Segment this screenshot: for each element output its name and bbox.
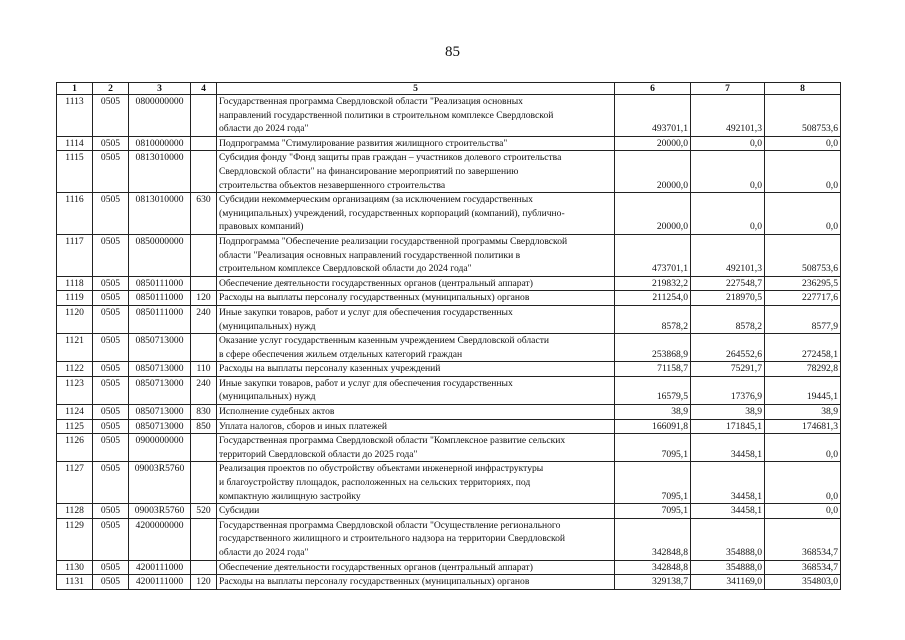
amount-year1-cell: 253868,9 bbox=[615, 334, 691, 362]
target-article-cell: 0800000000 bbox=[129, 95, 191, 137]
section-code-cell: 0505 bbox=[93, 136, 129, 151]
row-number-cell: 1122 bbox=[57, 362, 93, 377]
amount-year1-cell: 38,9 bbox=[615, 405, 691, 420]
table-row bbox=[57, 234, 841, 276]
table-row bbox=[57, 376, 841, 404]
amount-year3-cell: 272458,1 bbox=[765, 334, 841, 362]
row-number-cell: 1113 bbox=[57, 95, 93, 137]
amount-year3-cell: 8577,9 bbox=[765, 305, 841, 333]
amount-year3-cell: 368534,7 bbox=[765, 560, 841, 575]
row-number-cell: 1125 bbox=[57, 419, 93, 434]
amount-year2-cell: 0,0 bbox=[691, 151, 765, 193]
amount-year3-cell: 368534,7 bbox=[765, 518, 841, 560]
row-number-cell: 1131 bbox=[57, 575, 93, 590]
description-line: Государственная программа Свердловской области "Комплексное развитие сельских bbox=[219, 435, 566, 447]
expense-type-cell bbox=[191, 462, 217, 504]
header-cell: 5 bbox=[217, 83, 615, 95]
target-article-cell: 0850000000 bbox=[129, 234, 191, 276]
target-article-cell: 0850713000 bbox=[129, 362, 191, 377]
description-line: Уплата налогов, сборов и иных платежей bbox=[219, 420, 388, 432]
target-article-cell: 0850111000 bbox=[129, 291, 191, 306]
amount-year2-cell: 0,0 bbox=[691, 193, 765, 235]
description-line: (муниципальных) нужд bbox=[219, 391, 316, 403]
description-line: Расходы на выплаты персоналу казенных учреждений bbox=[219, 363, 441, 375]
description-line: Иные закупки товаров, работ и услуг для обеспечения государственных bbox=[219, 306, 513, 318]
amount-year3-cell: 354803,0 bbox=[765, 575, 841, 590]
expense-type-cell: 520 bbox=[191, 504, 217, 519]
section-code-cell: 0505 bbox=[93, 504, 129, 519]
description-cell bbox=[217, 362, 615, 377]
amount-year3-cell: 508753,6 bbox=[765, 234, 841, 276]
amount-year2-cell: 34458,1 bbox=[691, 504, 765, 519]
amount-year3-cell: 174681,3 bbox=[765, 419, 841, 434]
description-line: (муниципальных) учреждений, государственных корпораций (компаний), публично- bbox=[219, 207, 565, 219]
row-number-cell: 1116 bbox=[57, 193, 93, 235]
description-line: строительном комплексе Свердловской области до 2024 года" bbox=[219, 263, 472, 275]
description-line: Реализация проектов по обустройству объектами инженерной инфраструктуры bbox=[219, 463, 544, 475]
table-row bbox=[57, 334, 841, 362]
table-row bbox=[57, 419, 841, 434]
target-article-cell: 0850713000 bbox=[129, 419, 191, 434]
amount-year3-cell: 508753,6 bbox=[765, 95, 841, 137]
amount-year2-cell: 218970,5 bbox=[691, 291, 765, 306]
section-code-cell: 0505 bbox=[93, 151, 129, 193]
expense-type-cell bbox=[191, 334, 217, 362]
amount-year3-cell: 0,0 bbox=[765, 136, 841, 151]
description-line: Субсидии bbox=[219, 505, 260, 517]
amount-year2-cell: 354888,0 bbox=[691, 560, 765, 575]
section-code-cell: 0505 bbox=[93, 362, 129, 377]
description-line: области до 2024 года" bbox=[219, 547, 309, 558]
description-line: Свердловской области" на финансирование мероприятий по завершению bbox=[219, 165, 519, 177]
header-cell: 3 bbox=[129, 83, 191, 95]
target-article-cell: 0850713000 bbox=[129, 405, 191, 420]
amount-year2-cell: 34458,1 bbox=[691, 462, 765, 504]
amount-year1-cell: 342848,8 bbox=[615, 518, 691, 560]
target-article-cell: 09003R5760 bbox=[129, 504, 191, 519]
row-number-cell: 1120 bbox=[57, 305, 93, 333]
description-line: строительства объектов незавершенного строительства bbox=[219, 179, 446, 191]
description-line: территорий Свердловской области до 2025 года" bbox=[219, 448, 418, 460]
amount-year1-cell: 8578,2 bbox=[615, 305, 691, 333]
table-row bbox=[57, 434, 841, 462]
section-code-cell: 0505 bbox=[93, 376, 129, 404]
section-code-cell: 0505 bbox=[93, 95, 129, 137]
section-code-cell: 0505 bbox=[93, 305, 129, 333]
description-cell bbox=[217, 575, 615, 590]
description-cell bbox=[217, 405, 615, 420]
row-number-cell: 1130 bbox=[57, 560, 93, 575]
expense-type-cell bbox=[191, 434, 217, 462]
expense-type-cell: 120 bbox=[191, 575, 217, 590]
description-cell bbox=[217, 291, 615, 306]
amount-year2-cell: 17376,9 bbox=[691, 376, 765, 404]
expense-type-cell: 240 bbox=[191, 305, 217, 333]
description-cell bbox=[217, 504, 615, 519]
description-line: Исполнение судебных актов bbox=[219, 406, 335, 418]
target-article-cell: 4200111000 bbox=[129, 575, 191, 590]
section-code-cell: 0505 bbox=[93, 405, 129, 420]
expense-type-cell bbox=[191, 136, 217, 151]
description-line: Подпрограмма "Стимулирование развития жилищного строительства" bbox=[219, 137, 508, 149]
amount-year2-cell: 38,9 bbox=[691, 405, 765, 420]
section-code-cell: 0505 bbox=[93, 560, 129, 575]
description-line: правовых компаний) bbox=[219, 221, 304, 233]
amount-year1-cell: 329138,7 bbox=[615, 575, 691, 590]
description-cell bbox=[217, 462, 615, 504]
row-number-cell: 1115 bbox=[57, 151, 93, 193]
expense-type-cell: 120 bbox=[191, 291, 217, 306]
table-row bbox=[57, 518, 841, 560]
section-code-cell: 0505 bbox=[93, 291, 129, 306]
header-row bbox=[57, 83, 841, 95]
amount-year1-cell: 342848,8 bbox=[615, 560, 691, 575]
row-number-cell: 1121 bbox=[57, 334, 93, 362]
table-row bbox=[57, 305, 841, 333]
description-cell bbox=[217, 419, 615, 434]
amount-year3-cell: 38,9 bbox=[765, 405, 841, 420]
table-row bbox=[57, 362, 841, 377]
description-line: Расходы на выплаты персоналу государственных (муниципальных) органов bbox=[219, 576, 530, 588]
section-code-cell: 0505 bbox=[93, 462, 129, 504]
description-line: компактную жилищную застройку bbox=[219, 490, 361, 502]
row-number-cell: 1118 bbox=[57, 276, 93, 291]
amount-year1-cell: 7095,1 bbox=[615, 434, 691, 462]
amount-year1-cell: 219832,2 bbox=[615, 276, 691, 291]
row-number-cell: 1123 bbox=[57, 376, 93, 404]
amount-year3-cell: 0,0 bbox=[765, 504, 841, 519]
expense-type-cell: 110 bbox=[191, 362, 217, 377]
description-line: направлений государственной политики в строительном комплексе Свердловской bbox=[219, 109, 554, 121]
amount-year2-cell: 264552,6 bbox=[691, 334, 765, 362]
expense-type-cell bbox=[191, 234, 217, 276]
table-row bbox=[57, 560, 841, 575]
amount-year2-cell: 492101,3 bbox=[691, 234, 765, 276]
target-article-cell: 0813010000 bbox=[129, 151, 191, 193]
amount-year3-cell: 0,0 bbox=[765, 434, 841, 462]
amount-year3-cell: 0,0 bbox=[765, 462, 841, 504]
row-number-cell: 1129 bbox=[57, 518, 93, 560]
section-code-cell: 0505 bbox=[93, 234, 129, 276]
amount-year1-cell: 166091,8 bbox=[615, 419, 691, 434]
description-cell bbox=[217, 334, 615, 362]
table-body bbox=[57, 95, 841, 590]
expense-type-cell bbox=[191, 560, 217, 575]
description-cell bbox=[217, 518, 615, 560]
target-article-cell: 0850713000 bbox=[129, 334, 191, 362]
target-article-cell: 09003R5760 bbox=[129, 462, 191, 504]
amount-year2-cell: 0,0 bbox=[691, 136, 765, 151]
budget-table bbox=[56, 82, 841, 590]
amount-year3-cell: 236295,5 bbox=[765, 276, 841, 291]
target-article-cell: 0810000000 bbox=[129, 136, 191, 151]
section-code-cell: 0505 bbox=[93, 434, 129, 462]
header-cell: 7 bbox=[691, 83, 765, 95]
amount-year1-cell: 7095,1 bbox=[615, 462, 691, 504]
expense-type-cell bbox=[191, 518, 217, 560]
description-cell bbox=[217, 193, 615, 235]
amount-year2-cell: 171845,1 bbox=[691, 419, 765, 434]
row-number-cell: 1124 bbox=[57, 405, 93, 420]
description-line: области "Реализация основных направлений государственной политики в bbox=[219, 249, 521, 261]
description-cell bbox=[217, 376, 615, 404]
target-article-cell: 0813010000 bbox=[129, 193, 191, 235]
amount-year2-cell: 492101,3 bbox=[691, 95, 765, 137]
header-cell: 6 bbox=[615, 83, 691, 95]
expense-type-cell: 240 bbox=[191, 376, 217, 404]
target-article-cell: 4200111000 bbox=[129, 560, 191, 575]
row-number-cell: 1119 bbox=[57, 291, 93, 306]
amount-year1-cell: 20000,0 bbox=[615, 136, 691, 151]
target-article-cell: 0850713000 bbox=[129, 376, 191, 404]
target-article-cell: 0850111000 bbox=[129, 276, 191, 291]
table-row bbox=[57, 405, 841, 420]
description-cell bbox=[217, 276, 615, 291]
section-code-cell: 0505 bbox=[93, 193, 129, 235]
description-cell bbox=[217, 95, 615, 137]
description-line: Расходы на выплаты персоналу государственных (муниципальных) органов bbox=[219, 292, 530, 304]
amount-year3-cell: 78292,8 bbox=[765, 362, 841, 377]
amount-year2-cell: 8578,2 bbox=[691, 305, 765, 333]
description-line: и благоустройству площадок, расположенных на сельских территориях, под bbox=[219, 477, 531, 489]
amount-year1-cell: 211254,0 bbox=[615, 291, 691, 306]
description-line: (муниципальных) нужд bbox=[219, 320, 316, 332]
row-number-cell: 1114 bbox=[57, 136, 93, 151]
section-code-cell: 0505 bbox=[93, 575, 129, 590]
page-number: 85 bbox=[445, 44, 460, 60]
description-line: Оказание услуг государственным казенным учреждением Свердловской области bbox=[219, 335, 550, 347]
amount-year3-cell: 0,0 bbox=[765, 151, 841, 193]
description-line: Иные закупки товаров, работ и услуг для обеспечения государственных bbox=[219, 377, 513, 389]
header-cell: 1 bbox=[57, 83, 93, 95]
header-cell: 8 bbox=[765, 83, 841, 95]
table-row bbox=[57, 193, 841, 235]
row-number-cell: 1127 bbox=[57, 462, 93, 504]
target-article-cell: 0900000000 bbox=[129, 434, 191, 462]
description-cell bbox=[217, 136, 615, 151]
amount-year2-cell: 227548,7 bbox=[691, 276, 765, 291]
table-row bbox=[57, 462, 841, 504]
section-code-cell: 0505 bbox=[93, 518, 129, 560]
expense-type-cell: 830 bbox=[191, 405, 217, 420]
description-line: государственного жилищного и строительного надзора на территории Свердловской bbox=[219, 533, 566, 545]
expense-type-cell: 630 bbox=[191, 193, 217, 235]
description-line: Государственная программа Свердловской области "Реализация основных bbox=[219, 96, 523, 107]
expense-type-cell bbox=[191, 276, 217, 291]
amount-year2-cell: 34458,1 bbox=[691, 434, 765, 462]
description-cell bbox=[217, 560, 615, 575]
description-line: области до 2024 года" bbox=[219, 123, 309, 135]
amount-year1-cell: 20000,0 bbox=[615, 193, 691, 235]
table-row bbox=[57, 575, 841, 590]
amount-year1-cell: 20000,0 bbox=[615, 151, 691, 193]
description-line: в сфере обеспечения жильем отдельных категорий граждан bbox=[219, 348, 463, 360]
section-code-cell: 0505 bbox=[93, 419, 129, 434]
row-number-cell: 1126 bbox=[57, 434, 93, 462]
description-cell bbox=[217, 434, 615, 462]
amount-year1-cell: 7095,1 bbox=[615, 504, 691, 519]
description-cell bbox=[217, 151, 615, 193]
table-row bbox=[57, 95, 841, 137]
expense-type-cell bbox=[191, 95, 217, 137]
description-cell bbox=[217, 305, 615, 333]
description-line: Обеспечение деятельности государственных органов (центральный аппарат) bbox=[219, 277, 533, 289]
table-row bbox=[57, 276, 841, 291]
amount-year3-cell: 0,0 bbox=[765, 193, 841, 235]
table-row bbox=[57, 291, 841, 306]
amount-year2-cell: 354888,0 bbox=[691, 518, 765, 560]
amount-year1-cell: 16579,5 bbox=[615, 376, 691, 404]
expense-type-cell bbox=[191, 151, 217, 193]
description-line: Государственная программа Свердловской области "Осуществление регионального bbox=[219, 519, 561, 531]
table-row bbox=[57, 504, 841, 519]
target-article-cell: 4200000000 bbox=[129, 518, 191, 560]
section-code-cell: 0505 bbox=[93, 334, 129, 362]
description-cell bbox=[217, 234, 615, 276]
header-cell: 4 bbox=[191, 83, 217, 95]
description-line: Подпрограмма "Обеспечение реализации государственной программы Свердловской bbox=[219, 235, 568, 247]
table-row bbox=[57, 151, 841, 193]
row-number-cell: 1117 bbox=[57, 234, 93, 276]
row-number-cell: 1128 bbox=[57, 504, 93, 519]
description-line: Обеспечение деятельности государственных органов (центральный аппарат) bbox=[219, 561, 533, 573]
table-row bbox=[57, 136, 841, 151]
section-code-cell: 0505 bbox=[93, 276, 129, 291]
description-line: Субсидии некоммерческим организациям (за исключением государственных bbox=[219, 194, 533, 206]
amount-year2-cell: 341169,0 bbox=[691, 575, 765, 590]
amount-year1-cell: 71158,7 bbox=[615, 362, 691, 377]
expense-type-cell: 850 bbox=[191, 419, 217, 434]
description-line: Субсидия фонду "Фонд защиты прав граждан – участников долевого строительства bbox=[219, 152, 562, 164]
header-cell: 2 bbox=[93, 83, 129, 95]
amount-year1-cell: 493701,1 bbox=[615, 95, 691, 137]
amount-year1-cell: 473701,1 bbox=[615, 234, 691, 276]
target-article-cell: 0850111000 bbox=[129, 305, 191, 333]
amount-year3-cell: 227717,6 bbox=[765, 291, 841, 306]
amount-year2-cell: 75291,7 bbox=[691, 362, 765, 377]
amount-year3-cell: 19445,1 bbox=[765, 376, 841, 404]
